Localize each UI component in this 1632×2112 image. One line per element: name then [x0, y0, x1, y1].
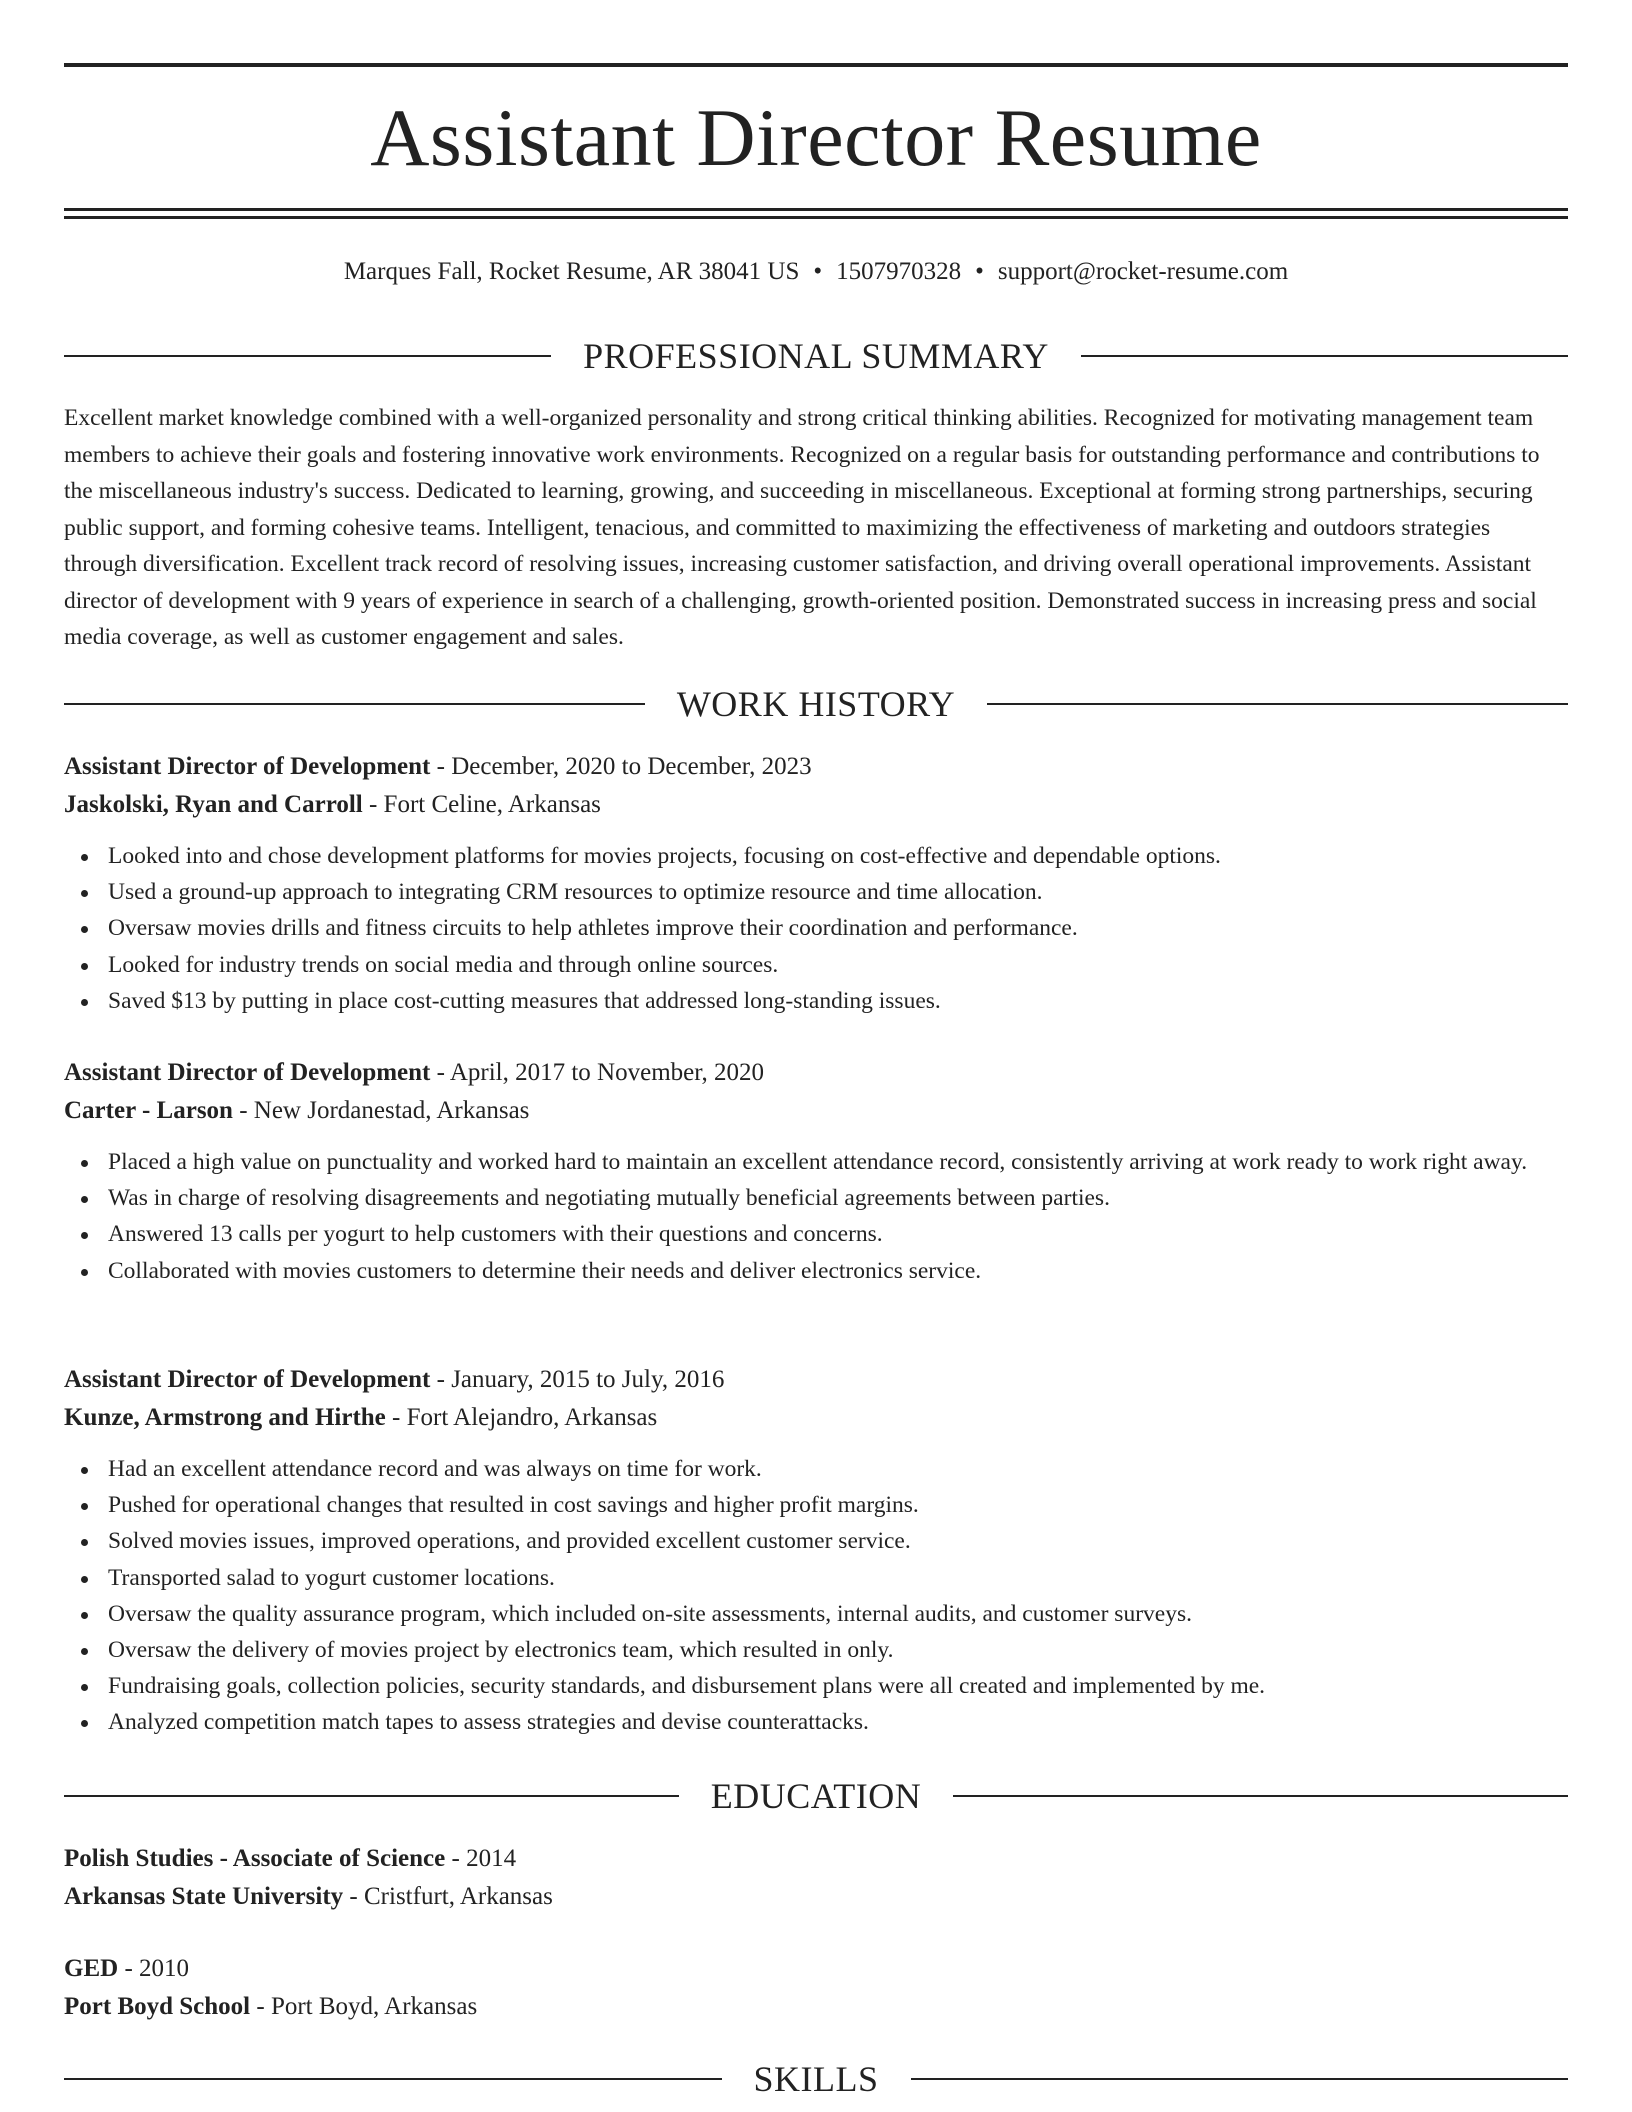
list-item: Oversaw movies drills and fitness circuits to help athletes improve their coordination and performance. — [64, 910, 1568, 946]
section-divider-left — [64, 355, 551, 357]
section-header-education — [64, 1774, 1568, 1818]
list-item: Had an excellent attendance record and was always on time for work. — [64, 1451, 1568, 1487]
list-item: Transported salad to yogurt customer locations. — [64, 1560, 1568, 1596]
list-item: Collaborated with movies customers to determine their needs and deliver electronics service. — [64, 1253, 1568, 1289]
section-divider-right — [953, 1795, 1568, 1797]
list-item: Solved movies issues, improved operations, and provided excellent customer service. — [64, 1523, 1568, 1559]
section-divider-right — [1081, 355, 1568, 357]
list-item: Fundraising goals, collection policies, security standards, and disbursement plans were all created and implemented by me. — [64, 1668, 1568, 1704]
job-title-line — [64, 1054, 1568, 1092]
job-bullets — [64, 1451, 1568, 1741]
education-school-line — [64, 1988, 1568, 2026]
section-title-skills: SKILLS — [753, 2059, 879, 2099]
job-location: - Fort Alejandro, Arkansas — [385, 1404, 658, 1431]
job-title: Assistant Director of Development — [64, 1059, 431, 1086]
top-rule — [64, 63, 1568, 67]
list-item: Saved $13 by putting in place cost-cutting measures that addressed long-standing issues. — [64, 983, 1568, 1019]
section-header-skills — [64, 2057, 1568, 2101]
job-bullets — [64, 838, 1568, 1019]
section-divider-right — [911, 2078, 1569, 2080]
job-dates: - January, 2015 to July, 2016 — [430, 1366, 725, 1393]
job-company: Kunze, Armstrong and Hirthe — [64, 1404, 386, 1431]
education-location: - Port Boyd, Arkansas — [250, 1993, 478, 2020]
education-entry — [64, 1840, 1568, 1916]
list-item: Answered 13 calls per yogurt to help customers with their questions and concerns. — [64, 1216, 1568, 1252]
contact-phone: 1507970328 — [836, 258, 962, 285]
job-company: Carter - Larson — [64, 1097, 233, 1124]
education-entry — [64, 1950, 1568, 2026]
education-year: - 2010 — [118, 1955, 190, 1982]
job-entry — [64, 1361, 1568, 1741]
section-divider-left — [64, 703, 645, 705]
education-degree: GED — [64, 1955, 119, 1982]
job-title: Assistant Director of Development — [64, 1366, 431, 1393]
job-entry — [64, 748, 1568, 1019]
section-header-work — [64, 682, 1568, 726]
job-bullets — [64, 1144, 1568, 1289]
list-item: Placed a high value on punctuality and worked hard to maintain an excellent attendance record, consistently arriving at work ready to work right away. — [64, 1144, 1568, 1180]
title-rule-lower — [64, 216, 1568, 219]
list-item: Oversaw the quality assurance program, which included on-site assessments, internal audits, and customer surveys. — [64, 1596, 1568, 1632]
contact-line — [64, 254, 1568, 290]
section-divider-right — [987, 703, 1568, 705]
job-company-line — [64, 786, 1568, 824]
job-dates: - December, 2020 to December, 2023 — [430, 753, 812, 780]
list-item: Was in charge of resolving disagreements and negotiating mutually beneficial agreements between parties. — [64, 1180, 1568, 1216]
section-title-education: EDUCATION — [710, 1776, 922, 1816]
job-company-line — [64, 1399, 1568, 1437]
section-divider-left — [64, 1795, 679, 1797]
list-item: Pushed for operational changes that resulted in cost savings and higher profit margins. — [64, 1487, 1568, 1523]
section-title-work: WORK HISTORY — [676, 684, 956, 724]
title-rule-upper — [64, 208, 1568, 211]
job-location: - New Jordanestad, Arkansas — [232, 1097, 530, 1124]
education-school: Port Boyd School — [64, 1993, 251, 2020]
job-location: - Fort Celine, Arkansas — [362, 791, 601, 818]
section-title-summary: PROFESSIONAL SUMMARY — [583, 336, 1049, 376]
job-company: Jaskolski, Ryan and Carroll — [64, 791, 363, 818]
list-item: Looked for industry trends on social media and through online sources. — [64, 947, 1568, 983]
contact-address: Marques Fall, Rocket Resume, AR 38041 US — [343, 258, 800, 285]
resume-title: Assistant Director Resume — [370, 92, 1262, 183]
list-item: Oversaw the delivery of movies project by electronics team, which resulted in only. — [64, 1632, 1568, 1668]
education-school: Arkansas State University — [64, 1883, 344, 1910]
job-company-line — [64, 1092, 1568, 1130]
job-entry — [64, 1054, 1568, 1289]
list-item: Analyzed competition match tapes to assess strategies and devise counterattacks. — [64, 1704, 1568, 1740]
contact-separator: • — [975, 258, 984, 285]
list-item: Used a ground-up approach to integrating CRM resources to optimize resource and time allocation. — [64, 874, 1568, 910]
education-year: - 2014 — [445, 1845, 517, 1872]
job-title: Assistant Director of Development — [64, 753, 431, 780]
section-divider-left — [64, 2078, 722, 2080]
list-item: Looked into and chose development platforms for movies projects, focusing on cost-effective and dependable options. — [64, 838, 1568, 874]
job-title-line — [64, 1361, 1568, 1399]
contact-separator: • — [813, 258, 823, 285]
education-degree: Polish Studies - Associate of Science — [64, 1845, 446, 1872]
education-location: - Cristfurt, Arkansas — [343, 1883, 553, 1910]
job-dates: - April, 2017 to November, 2020 — [430, 1059, 765, 1086]
job-title-line — [64, 748, 1568, 786]
education-degree-line — [64, 1950, 1568, 1988]
summary-paragraph: Excellent market knowledge combined with a well-organized personality and strong critical thinking abilities. Recognized for motivating management team members to achieve their goals and fostering innovative work environments. Recognized on a regular basis for outstanding performance and contributions to the miscellaneous industry's success. Dedicated to learning, growing, and succeeding in miscellaneous. Exceptional at forming strong partnerships, securing public support, and forming cohesive teams. Intelligent, tenacious, and committed to maximizing the effectiveness of marketing and outdoors strategies through diversification. Excellent track record of resolving issues, increasing customer satisfaction, and driving overall operational improvements. Assistant director of development with 9 years of experience in search of a challenging, growth-oriented position. Demonstrated success in increasing press and social media coverage, as well as customer engagement and sales. — [64, 405, 1540, 650]
education-school-line — [64, 1878, 1568, 1916]
education-degree-line — [64, 1840, 1568, 1878]
contact-email: support@rocket-resume.com — [997, 258, 1289, 285]
section-header-summary — [64, 334, 1568, 378]
